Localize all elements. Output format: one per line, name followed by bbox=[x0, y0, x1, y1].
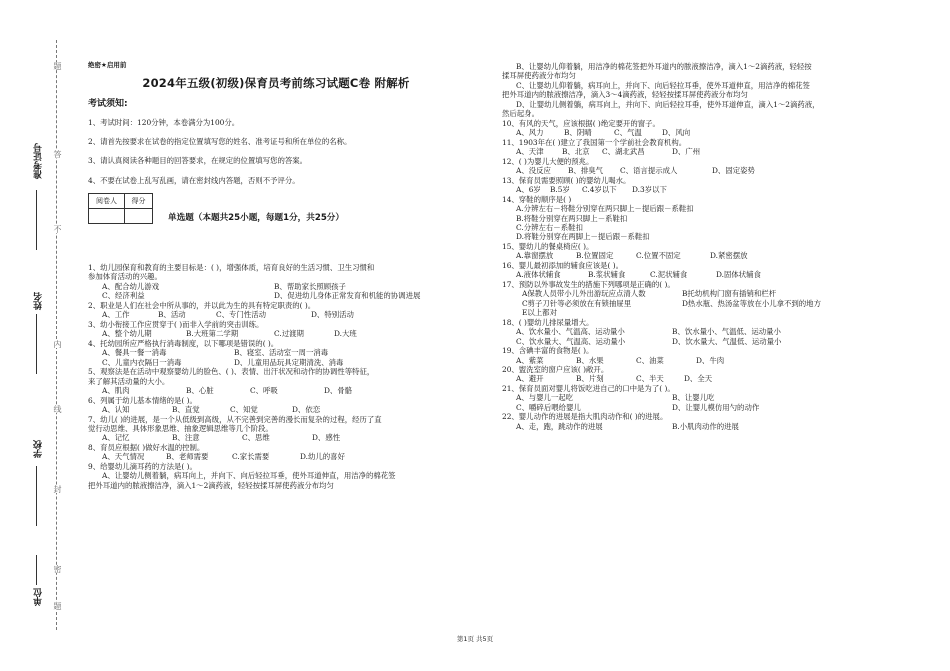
option[interactable]: C、油菜 bbox=[636, 355, 664, 365]
option[interactable]: B、寝室、活动室一周一消毒 bbox=[234, 348, 329, 358]
option[interactable]: A、天津 bbox=[516, 147, 544, 157]
question-20: 20、盥洗室的窗户应该( )敞开。 bbox=[502, 365, 609, 374]
option[interactable]: C.位置不固定 bbox=[636, 251, 681, 261]
options-1 bbox=[88, 291, 473, 300]
options-4 bbox=[88, 358, 473, 367]
option[interactable]: C、气温 bbox=[614, 128, 642, 138]
binding-mark: 题 bbox=[53, 62, 62, 70]
option[interactable]: A、避开 bbox=[516, 374, 544, 384]
option[interactable]: B.5岁 bbox=[550, 185, 570, 195]
option[interactable]: B.小肌肉动作的进展 bbox=[672, 421, 739, 431]
binding-margin bbox=[0, 0, 72, 671]
option[interactable]: B、心脏 bbox=[186, 386, 214, 396]
binding-mark: 答 bbox=[53, 150, 62, 158]
option[interactable]: D、固定姿势 bbox=[712, 166, 755, 176]
option[interactable]: B、注意 bbox=[172, 433, 200, 443]
question-9: 9、给婴幼儿滴耳药的方法是( )。 bbox=[88, 461, 197, 471]
options-11 bbox=[502, 147, 912, 156]
page-number: 第1页 共5页 bbox=[456, 635, 494, 643]
reviewer-cell[interactable] bbox=[89, 209, 125, 224]
question-19: 19、含碘丰富的食物是( )。 bbox=[502, 346, 594, 356]
option[interactable]: B托幼机构门窗有插销和栏杆 bbox=[682, 289, 777, 299]
option[interactable]: D、依恋 bbox=[292, 405, 321, 415]
question-7: 7、幼儿( )的进展，是一个从低级到高级，从不完善到完善的漫长而复杂的过程，经历了直 bbox=[88, 414, 382, 424]
options-16 bbox=[502, 270, 912, 279]
options-2 bbox=[88, 310, 473, 319]
options-17 bbox=[502, 308, 912, 317]
score-table bbox=[88, 193, 153, 224]
option[interactable]: D、感性 bbox=[312, 433, 341, 443]
option[interactable]: C、经济利益 bbox=[102, 291, 145, 301]
question-5: 5、观察法是在活动中观察婴幼儿的脸色、( )、表情、出汗状况和动作的协调性等特征， bbox=[88, 367, 375, 377]
options-15 bbox=[502, 251, 912, 260]
option[interactable]: B.浆状辅食 bbox=[588, 270, 626, 280]
score-cell[interactable] bbox=[125, 209, 153, 224]
option[interactable]: C剪子刀针等必须放在有锁抽屉里 bbox=[522, 298, 632, 308]
option[interactable]: A、餐具一餐一消毒 bbox=[102, 348, 167, 358]
option[interactable]: A、配合幼儿游戏 bbox=[102, 281, 160, 291]
option[interactable]: B、让婴儿吃 bbox=[672, 393, 715, 403]
option[interactable]: B.大班第二学期 bbox=[186, 329, 239, 339]
option[interactable]: A、风力 bbox=[516, 128, 544, 138]
option[interactable]: D、广州 bbox=[672, 147, 701, 157]
option[interactable]: A、与婴儿一起吃 bbox=[516, 393, 574, 403]
question-9-option-d[interactable]: D、让婴幼儿侧着躺，病耳向上，并向下、向后轻拉耳垂，使外耳道伸直，滴入1～2滴药液， bbox=[516, 99, 820, 109]
notice-item: 3、请认真阅读各种题目的回答要求，在规定的位置填写您的答案。 bbox=[88, 156, 308, 165]
option[interactable]: D.将鞋分别穿在两脚上－提后跟－系鞋扣 bbox=[516, 232, 650, 242]
left-column bbox=[88, 263, 473, 490]
binding-mark: 封 bbox=[53, 485, 62, 493]
option[interactable]: C、儿童内衣隔日一消毒 bbox=[102, 357, 182, 367]
option[interactable]: B、北京 bbox=[562, 147, 590, 157]
unit-underline bbox=[36, 555, 37, 585]
binding-mark: 线 bbox=[53, 405, 62, 413]
option[interactable]: A、走，跑，跳动作的进展 bbox=[516, 421, 603, 431]
option[interactable]: D、让婴儿模仿用勺的动作 bbox=[672, 402, 760, 412]
options-1 bbox=[88, 282, 473, 291]
question-22: 22、婴儿动作的进展是指大肌肉动作和( )的进展。 bbox=[502, 412, 668, 422]
name-underline bbox=[36, 314, 37, 374]
options-17 bbox=[502, 299, 912, 308]
options-3 bbox=[88, 329, 473, 338]
question-21: 21、保育员面对婴儿将饭吃进自己的口中是为了( )。 bbox=[502, 383, 675, 393]
option[interactable]: C.4岁以下 bbox=[582, 185, 617, 195]
option[interactable]: B、排臭气 bbox=[568, 166, 603, 176]
option[interactable]: B、老师需要 bbox=[166, 452, 209, 462]
binding-label-name: 姓名 bbox=[34, 292, 44, 310]
option[interactable]: A.靠窗摆放 bbox=[516, 251, 554, 261]
option[interactable]: A、6岁 bbox=[516, 185, 541, 195]
option[interactable]: D、特别活动 bbox=[311, 310, 354, 320]
options-21 bbox=[502, 403, 912, 412]
question-2: 2、职业是人们在社会中所从事的，并以此为生的具有特定职责的( )。 bbox=[88, 300, 316, 310]
options-7 bbox=[88, 433, 473, 442]
options-21 bbox=[502, 393, 912, 402]
options-8 bbox=[88, 452, 473, 461]
option[interactable]: A、记忆 bbox=[102, 433, 130, 443]
question-9-option-a-cont: 把外耳道内的脓液擦洁净，滴入1～2滴药液，轻轻按揉耳屏使药液分布均匀 bbox=[88, 480, 334, 490]
option[interactable]: B、帮助家长照顾孩子 bbox=[274, 281, 346, 291]
binding-label-exam-number: 准考证号 bbox=[34, 143, 44, 179]
option[interactable]: C、半天 bbox=[636, 374, 664, 384]
option[interactable]: C、嚼碎后喂给婴儿 bbox=[516, 402, 581, 412]
options-22 bbox=[502, 422, 912, 431]
option[interactable]: A.分辨左右－将鞋分别穿在两只脚上－提后跟－系鞋扣 bbox=[516, 204, 694, 214]
option[interactable]: D、儿童用品玩具定期清洗、消毒 bbox=[234, 357, 344, 367]
question-9-option-a[interactable]: A、让婴幼儿侧着躺，病耳向上，并向下、向后轻拉耳垂，使外耳道伸直，用洁净的棉花签 bbox=[102, 471, 396, 481]
option[interactable]: A、工作 bbox=[102, 310, 130, 320]
option[interactable]: D、全天 bbox=[684, 374, 713, 384]
binding-mark: 内 bbox=[53, 340, 62, 348]
option[interactable]: C.分辨左右－系鞋扣 bbox=[516, 222, 583, 232]
option[interactable]: C.家长需要 bbox=[232, 452, 270, 462]
option[interactable]: A、整个幼儿期 bbox=[102, 329, 152, 339]
option[interactable]: B、水果 bbox=[576, 355, 604, 365]
options-12 bbox=[502, 166, 912, 175]
question-9-option-b[interactable]: B、让婴幼儿仰着躺，用洁净的棉花签把外耳道内的脓液擦洁净，滴入1～2滴药液，轻轻按 bbox=[516, 62, 812, 71]
question-13: 13、保育员需要照顾( )的婴幼儿喝水。 bbox=[502, 175, 631, 185]
option[interactable]: C、湖北武昌 bbox=[602, 147, 645, 157]
option[interactable]: B、饮水量小、气温低、运动量小 bbox=[672, 327, 781, 337]
school-underline bbox=[36, 466, 37, 526]
option[interactable]: C、语言提示成人 bbox=[620, 166, 678, 176]
notice-item: 1、考试时间：120分钟，本卷满分为100分。 bbox=[88, 118, 240, 127]
option[interactable]: A保教人员带小儿外出游玩应点清人数 bbox=[522, 289, 646, 299]
question-1: 1、幼儿园保育和教育的主要目标是：( )，增强体质，培育良好的生活习惯、卫生习惯和 bbox=[88, 263, 375, 272]
exam-number-underline bbox=[36, 190, 37, 250]
option[interactable]: D.幼儿的喜好 bbox=[300, 452, 345, 462]
question-5-cont: 来了解其活动量的大小。 bbox=[88, 376, 170, 386]
question-16: 16、婴儿最初添加的辅食应该是( )。 bbox=[502, 260, 623, 270]
question-6: 6、列属于幼儿基本情绪的是( )。 bbox=[88, 395, 197, 405]
options-6 bbox=[88, 405, 473, 414]
options-20 bbox=[502, 374, 912, 383]
secret-label: 绝密★启用前 bbox=[88, 61, 127, 69]
binding-label-unit: 单位 bbox=[34, 588, 44, 606]
question-10: 10、有风的天气，应该根据( )绝定要开的窗子。 bbox=[502, 118, 660, 128]
notice-item: 4、不要在试卷上乱写乱画，请在密封线内答题，否则不予评分。 bbox=[88, 176, 300, 185]
option[interactable]: A、没反应 bbox=[516, 166, 551, 176]
page-title: 2024年五级(初级)保育员考前练习试题C卷 附解析 bbox=[142, 76, 410, 90]
option[interactable]: D、风向 bbox=[662, 128, 691, 138]
binding-mark: 题 bbox=[53, 602, 62, 610]
option[interactable]: B、阴晴 bbox=[564, 128, 592, 138]
question-9-option-d-cont: 然后起身。 bbox=[502, 109, 539, 119]
option[interactable]: D、骨骼 bbox=[324, 386, 353, 396]
options-10 bbox=[502, 128, 912, 137]
option[interactable]: D、牛肉 bbox=[696, 355, 725, 365]
option[interactable]: E以上都对 bbox=[522, 308, 557, 318]
option[interactable]: D、饮水量大、气温低、运动量小 bbox=[672, 336, 782, 346]
question-14: 14、穿鞋的顺序是( ) bbox=[502, 194, 572, 204]
option[interactable]: D.固体状辅食 bbox=[716, 270, 761, 280]
score-header: 得分 bbox=[125, 194, 153, 209]
question-3: 3、幼小衔接工作应贯穿于( )而非入学前的突击训练。 bbox=[88, 319, 264, 329]
option[interactable]: A、紫菜 bbox=[516, 355, 544, 365]
option[interactable]: C、饮水量大、气温高、运动量小 bbox=[516, 336, 626, 346]
binding-label-school: 学校 bbox=[34, 440, 44, 458]
option[interactable]: D热水瓶、热汤盆等放在小儿拿不到的地方 bbox=[682, 298, 821, 308]
option[interactable]: B、直觉 bbox=[172, 405, 200, 415]
option[interactable]: C、知觉 bbox=[230, 405, 258, 415]
option[interactable]: A、天气情况 bbox=[102, 452, 145, 462]
question-17: 17、预防以外事故发生的措施下列哪项是正确的( )。 bbox=[502, 279, 675, 289]
question-9-option-c-cont: 把外耳道内的脓液擦洁净，滴入3～4滴药液，轻轻按揉耳屏使药液分布均匀 bbox=[502, 90, 748, 100]
option[interactable]: D.紧密摆放 bbox=[710, 251, 748, 261]
notice-item: 2、请首先按要求在试卷的指定位置填写您的姓名、准考证号和所在单位的名称。 bbox=[88, 137, 352, 146]
option[interactable]: C.泥状辅食 bbox=[650, 270, 688, 280]
option[interactable]: C、思维 bbox=[242, 433, 270, 443]
option[interactable]: D.3岁以下 bbox=[632, 185, 667, 195]
option[interactable]: B.将鞋分别穿在两只脚上－系鞋扣 bbox=[516, 213, 628, 223]
options-18 bbox=[502, 337, 912, 346]
option[interactable]: B.位置固定 bbox=[576, 251, 614, 261]
option[interactable]: A.液体状辅食 bbox=[516, 270, 561, 280]
question-18: 18、( )婴幼儿排尿量增大。 bbox=[502, 317, 594, 327]
question-9-option-b-cont: 揉耳屏使药液分布均匀 bbox=[502, 71, 576, 81]
option[interactable]: D、促进幼儿身体正常发育和机能的协调进展 bbox=[274, 291, 421, 301]
option[interactable]: A、饮水量小、气温高、运动量小 bbox=[516, 327, 625, 337]
question-7-cont: 觉行动思维、具体形象思维、抽象逻辑思维等几个阶段。 bbox=[88, 423, 273, 433]
option[interactable]: B、片刻 bbox=[576, 374, 604, 384]
option[interactable]: B、活动 bbox=[158, 310, 186, 320]
question-11: 11、1903年在( )建立了我国第一个学前社会教育机构。 bbox=[502, 137, 687, 147]
option[interactable]: A、肌肉 bbox=[102, 386, 130, 396]
options-13 bbox=[502, 185, 912, 194]
options-4 bbox=[88, 348, 473, 357]
section-heading: 单选题（本题共25小题，每题1分，共25分） bbox=[168, 213, 344, 223]
question-12: 12、( )为婴儿大便的预兆。 bbox=[502, 156, 594, 166]
question-9-option-c[interactable]: C、让婴幼儿仰着躺，病耳向上，并向下、向后轻拉耳垂，使外耳道伸直，用洁净的棉花签 bbox=[516, 80, 810, 90]
options-19 bbox=[502, 356, 912, 365]
option[interactable]: C、专门性活动 bbox=[216, 310, 266, 320]
question-1-cont: 参加体育活动的兴趣。 bbox=[88, 272, 162, 282]
notice-heading: 考试须知: bbox=[88, 99, 128, 109]
options-17 bbox=[502, 289, 912, 298]
question-8: 8、育员应根据( )做好水温的控制。 bbox=[88, 442, 205, 452]
question-4: 4、托幼园所应严格执行消毒制度，以下哪项是错误的( )。 bbox=[88, 338, 279, 348]
option[interactable]: C、呼吸 bbox=[250, 386, 278, 396]
right-column bbox=[502, 62, 912, 431]
question-15: 15、婴幼儿的餐桌椅应( )。 bbox=[502, 241, 594, 251]
option[interactable]: C.过渡期 bbox=[274, 329, 304, 339]
binding-mark: 不 bbox=[53, 225, 62, 233]
binding-mark: 密 bbox=[53, 565, 62, 573]
reviewer-header: 阅卷人 bbox=[89, 194, 125, 209]
option[interactable]: D.大班 bbox=[334, 329, 357, 339]
options-5 bbox=[88, 386, 473, 395]
options-18 bbox=[502, 327, 912, 336]
option[interactable]: A、认知 bbox=[102, 405, 130, 415]
seal-line bbox=[56, 40, 57, 630]
